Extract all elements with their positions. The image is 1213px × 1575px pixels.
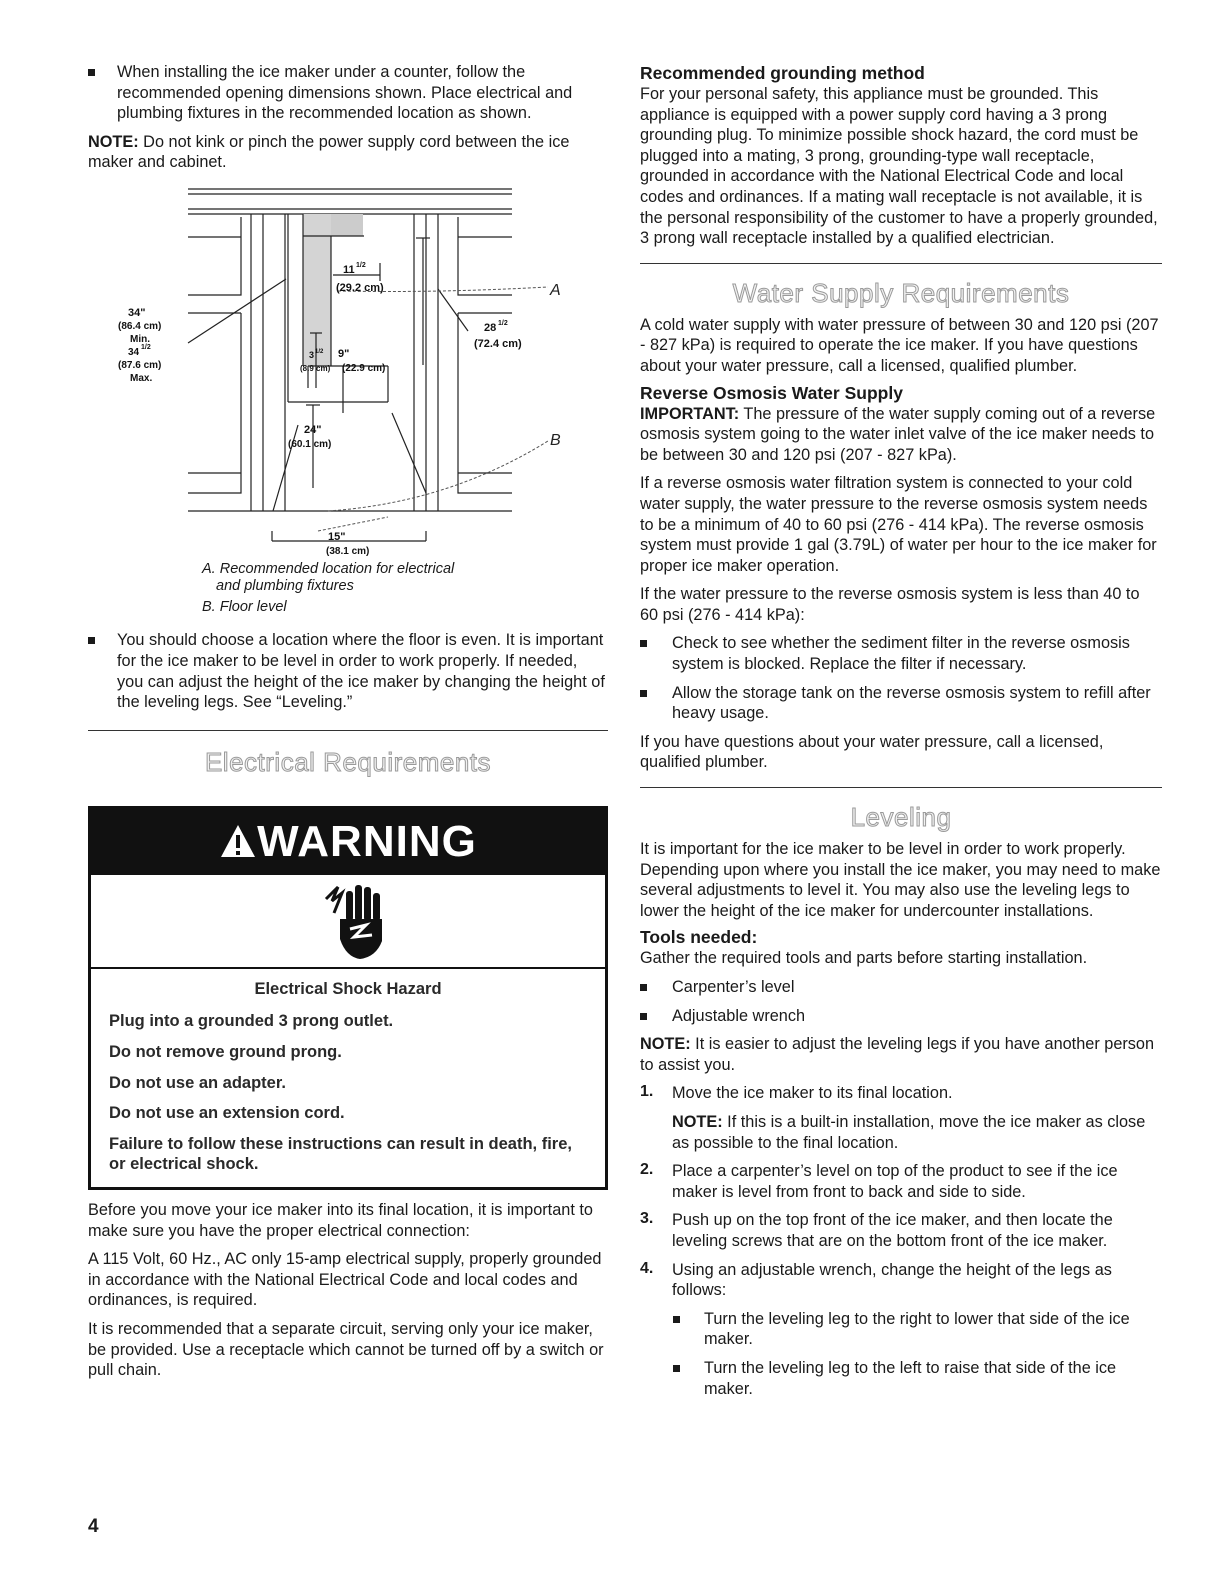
diagram-caption	[88, 561, 608, 617]
section-divider	[640, 787, 1162, 788]
dim-min-label: Min.	[130, 333, 150, 345]
dim-28-cm: (72.4 cm)	[474, 337, 522, 350]
dim-11-cm: (29.2 cm)	[336, 281, 384, 294]
step-number: 1.	[640, 1083, 654, 1101]
dim-9: 9"	[338, 347, 350, 360]
ro-text-1: If a reverse osmosis water filtration system is connected to your cold water supply, the water pressure to the reverse osmosis system needs to be a minimum of 40 to 60 psi (276 - 414 kPa). The reverse osmosis system must provide 1 gal (3.79L) of water per hour to the ice maker for proper ice maker operation.	[640, 474, 1157, 575]
important-text: The pressure of the water supply coming out of a reverse osmosis system going to the water inlet valve of the ice maker needs to be between 30 and 120 psi (207 - 827 kPa).	[640, 404, 1156, 464]
warning-line: Plug into a grounded 3 prong outlet.	[109, 1012, 394, 1031]
note-label: NOTE:	[88, 132, 139, 151]
tools-heading: Tools needed:	[640, 927, 758, 948]
warning-triangle-icon	[219, 823, 257, 859]
electrical-para-3: It is recommended that a separate circuit, serving only your ice maker, be provided. Use a receptacle which cannot be turned off by a switch or pull chain.	[88, 1319, 604, 1380]
dim-34-min: 34"	[128, 306, 146, 319]
important-label: IMPORTANT:	[640, 404, 740, 423]
step-4-bullet: Turn the leveling leg to the left to raise that side of the ice maker.	[640, 1358, 1162, 1399]
ro-bullet: Allow the storage tank on the reverse osmosis system to refill after heavy usage.	[640, 683, 1162, 724]
note-text: It is easier to adjust the leveling legs if you have another person to assist you.	[640, 1035, 1155, 1074]
ro-important	[640, 404, 1162, 466]
warning-heading: WARNING	[257, 816, 477, 866]
step-text: Push up on the top front of the ice maker, and then locate the leveling screws that are on the bottom front of the ice maker.	[672, 1211, 1113, 1250]
floor-bullet: You should choose a location where the floor is even. It is important for the ice maker to be level in order to work properly. If needed, you can adjust the height of the ice maker by changing the height of the leveling legs. See “Leveling.”	[88, 630, 608, 712]
section-divider	[640, 263, 1162, 264]
label-b: B	[550, 431, 561, 449]
dim-3-cm: (8.9 cm)	[300, 363, 331, 373]
water-title: Water Supply Requirements	[732, 277, 1070, 308]
dim-15-cm: (38.1 cm)	[326, 545, 370, 557]
ro-text-2: If the water pressure to the reverse osmosis system is less than 40 to 60 psi (276 - 414 kPa):	[640, 585, 1140, 624]
note-assist	[640, 1034, 1162, 1075]
note-text: If this is a built-in installation, move the ice maker as close as possible to the final location.	[672, 1112, 1146, 1152]
grounding-heading: Recommended grounding method	[640, 63, 925, 83]
dim-9-cm: (22.9 cm)	[342, 362, 386, 374]
right-column	[640, 62, 1162, 1399]
water-text: A cold water supply with water pressure of between 30 and 120 psi (207 - 827 kPa) is required to operate the ice maker. If you have questions about your water pressure, call a licensed, qualified plumber.	[640, 315, 1159, 375]
leveling-text: It is important for the ice maker to be level in order to work properly. Depending upon where you install the ice maker, you may need to make several adjustments to level it. You may also use the leveling legs to lower the height of the ice maker for undercounter installations.	[640, 840, 1161, 920]
ro-heading: Reverse Osmosis Water Supply	[640, 382, 903, 403]
electrical-title: Electrical Requirements	[204, 746, 492, 777]
warning-body	[91, 969, 605, 1187]
dim-34-max-frac: 1/2	[141, 343, 151, 351]
section-divider	[88, 730, 608, 731]
dim-max-label: Max.	[130, 372, 153, 384]
dim-11-frac: 1/2	[356, 261, 366, 269]
ro-text-3: If you have questions about your water pressure, call a licensed, qualified plumber.	[640, 732, 1104, 772]
dim-34-max: 34	[128, 346, 140, 358]
dim-24-cm: (60.1 cm)	[288, 438, 332, 450]
note-label: NOTE:	[640, 1035, 691, 1054]
opening-dimensions-diagram	[88, 173, 608, 571]
step-text: Using an adjustable wrench, change the height of the legs as follows:	[672, 1260, 1112, 1300]
step-4	[640, 1260, 1162, 1301]
step-4-bullet: Turn the leveling leg to the right to lower that side of the ice maker.	[640, 1309, 1162, 1350]
warning-line: Do not use an extension cord.	[109, 1104, 345, 1123]
caption-a-line2: and plumbing fixtures	[216, 578, 354, 595]
note-text: Do not kink or pinch the power supply cord between the ice maker and cabinet.	[88, 132, 570, 172]
hazard-title: Electrical Shock Hazard	[254, 979, 442, 998]
dim-15: 15"	[328, 530, 346, 543]
tool-item: Adjustable wrench	[640, 1006, 1162, 1027]
warning-icon-area	[91, 875, 605, 969]
dim-28: 28	[484, 321, 497, 334]
warning-line: Failure to follow these instructions can result in death, fire, or electrical shock.	[109, 1134, 572, 1174]
dim-28-frac: 1/2	[498, 319, 508, 327]
tools-text: Gather the required tools and parts before starting installation.	[640, 949, 1088, 968]
leveling-title: Leveling	[850, 802, 952, 833]
warning-box	[88, 806, 608, 1190]
dim-3: 3	[309, 349, 315, 360]
shock-hazard-icon	[316, 879, 396, 963]
warning-line: Do not use an adapter.	[109, 1073, 286, 1092]
dim-34-max-cm: (87.6 cm)	[118, 359, 162, 371]
step-text: Place a carpenter’s level on top of the product to see if the ice maker is level from front to back and side to side.	[672, 1162, 1118, 1201]
step-number: 4.	[640, 1259, 654, 1277]
step-1-note	[672, 1112, 1162, 1153]
step-text: Move the ice maker to its final location.	[672, 1084, 953, 1103]
electrical-para-1: Before you move your ice maker into its final location, it is important to make sure you have the proper electrical connection:	[88, 1201, 593, 1240]
dim-3-frac: 1/2	[315, 348, 324, 355]
dim-24: 24"	[304, 423, 322, 436]
left-column	[88, 62, 608, 1381]
step-1	[640, 1083, 1162, 1153]
step-2	[640, 1161, 1162, 1202]
step-number: 3.	[640, 1210, 654, 1228]
step-number: 2.	[640, 1161, 654, 1179]
note-label: NOTE:	[672, 1112, 723, 1131]
warning-line: Do not remove ground prong.	[109, 1043, 342, 1062]
caption-a-line1: A. Recommended location for electrical	[202, 560, 455, 577]
label-a: A	[550, 281, 561, 299]
step-3	[640, 1210, 1162, 1251]
caption-b: B. Floor level	[202, 598, 287, 615]
note-cord	[88, 132, 608, 173]
dim-11: 11	[343, 263, 355, 276]
warning-header	[91, 809, 605, 875]
ro-bullet: Check to see whether the sediment filter in the reverse osmosis system is blocked. Replace the filter if necessary.	[640, 633, 1162, 674]
grounding-text: For your personal safety, this appliance must be grounded. This appliance is equipped with a power supply cord having a 3 prong grounding plug. To minimize possible shock hazard, the cord must be plugged into a mating, 3 prong, grounding-type wall receptacle, grounded in accordance with the National Electrical Code and local codes and ordinances. If a mating wall receptacle is not available, it is the personal responsibility of the customer to have a properly grounded, 3 prong wall receptacle installed by a qualified electrician.	[640, 85, 1158, 248]
tool-item: Carpenter’s level	[640, 977, 1162, 998]
install-bullet: When installing the ice maker under a counter, follow the recommended opening dimensions shown. Place electrical and plumbing fixtures in the recommended location as shown.	[88, 62, 608, 124]
page-number: 4	[88, 1516, 99, 1537]
dim-34-min-cm: (86.4 cm)	[118, 320, 162, 332]
electrical-para-2: A 115 Volt, 60 Hz., AC only 15-amp electrical supply, properly grounded in accordance with the National Electrical Code and local codes and ordinances, is required.	[88, 1250, 602, 1310]
